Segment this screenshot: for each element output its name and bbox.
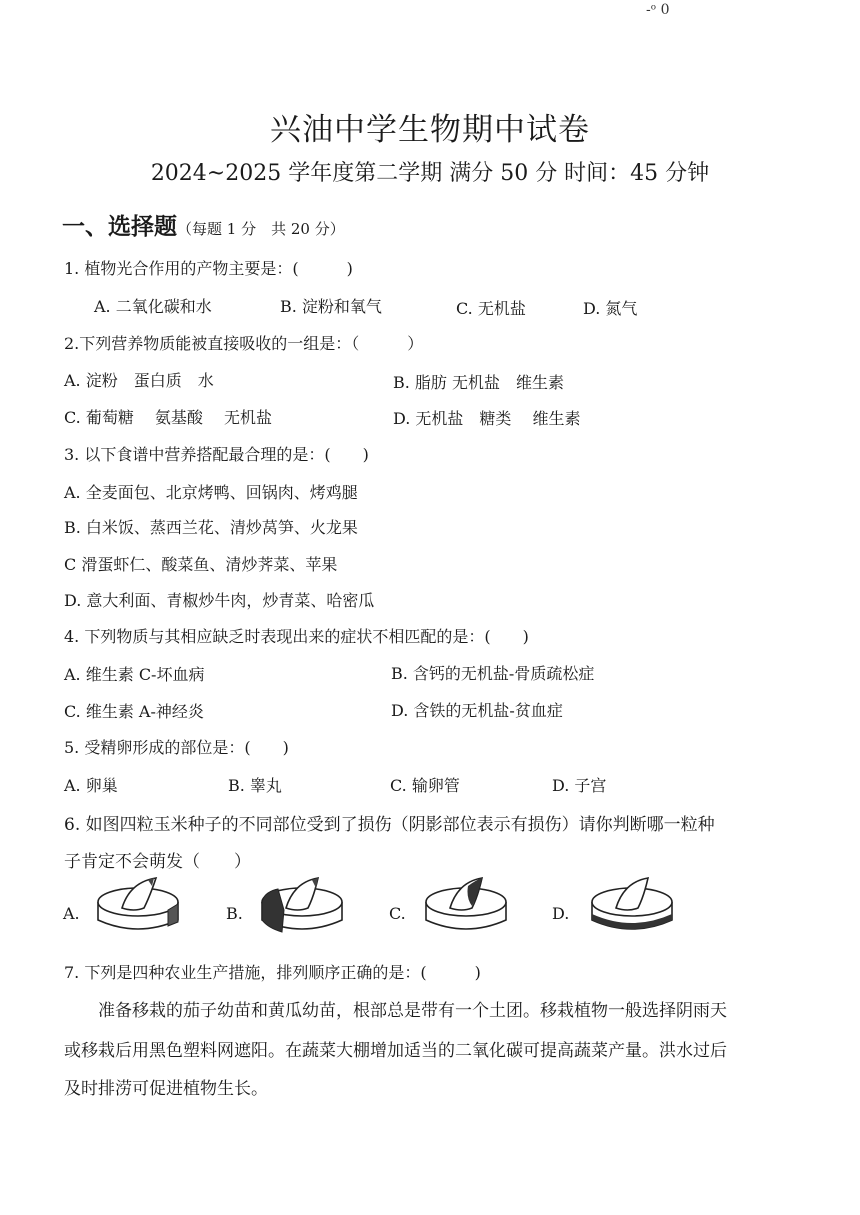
q3-option-a: A. 全麦面包、北京烤鸭、回锅肉、烤鸡腿 [64, 483, 358, 502]
section-heading [62, 208, 345, 241]
q5-option-b: B. 睾丸 [228, 776, 282, 795]
question-1-stem: 1. 植物光合作用的产物主要是：( ) [64, 259, 353, 278]
seed-b-figure [256, 876, 348, 942]
q6-option-b-label: B. [226, 904, 243, 923]
q6-option-a-label: A. [63, 904, 80, 923]
question-4-stem: 4. 下列物质与其相应缺乏时表现出来的症状不相匹配的是：( ) [64, 627, 529, 646]
question-3-stem: 3. 以下食谱中营养搭配最合理的是：( ) [64, 445, 369, 464]
seed-c-figure [420, 876, 512, 942]
q3-option-b: B. 白米饭、蒸西兰花、清炒莴笋、火龙果 [64, 518, 358, 537]
q2-option-a: A. 淀粉 蛋白质 水 [64, 371, 214, 390]
corner-mark: -ᵒ 0 [646, 2, 670, 18]
q2-option-c: C. 葡萄糖 氨基酸 无机盐 [64, 408, 273, 427]
section-note: （每题 1 分 共 20 分） [177, 220, 345, 238]
seed-d-figure [586, 876, 678, 942]
q3-option-c: C 滑蛋虾仁、酸菜鱼、清炒荠菜、苹果 [64, 555, 338, 574]
q1-option-d: D. 氮气 [583, 299, 638, 318]
q1-option-c: C. 无机盐 [456, 299, 526, 318]
q3-option-d: D. 意大利面、青椒炒牛肉，炒青菜、哈密瓜 [64, 591, 375, 610]
question-6-stem-line1: 6. 如图四粒玉米种子的不同部位受到了损伤（阴影部位表示有损伤）请你判断哪一粒种 [64, 815, 715, 835]
page-title: 兴油中学生物期中试卷 [270, 112, 590, 148]
q7-passage-line3: 及时排涝可促进植物生长。 [64, 1079, 268, 1099]
q1-option-b: B. 淀粉和氧气 [280, 297, 382, 316]
q1-option-a: A. 二氧化碳和水 [94, 297, 212, 316]
question-7-stem: 7. 下列是四种农业生产措施，排列顺序正确的是：( ) [64, 963, 481, 982]
q6-option-c-label: C. [389, 904, 406, 923]
section-title: 一、选择题 [62, 213, 177, 240]
q5-option-c: C. 输卵管 [390, 776, 460, 795]
q5-option-d: D. 子宫 [552, 776, 607, 795]
question-2-stem: 2.下列营养物质能被直接吸收的一组是：（ ） [64, 334, 424, 353]
question-6-stem-line2: 子肯定不会萌发（ ） [64, 852, 251, 872]
page-subtitle: 2024~2025 学年度第二学期 满分 50 分 时间：45 分钟 [150, 161, 710, 186]
question-5-stem: 5. 受精卵形成的部位是：( ) [64, 738, 289, 757]
q4-option-c: C. 维生素 A-神经炎 [64, 702, 204, 721]
q4-option-d: D. 含铁的无机盐-贫血症 [391, 701, 563, 720]
q7-passage-line2: 或移栽后用黑色塑料网遮阳。在蔬菜大棚增加适当的二氧化碳可提高蔬菜产量。洪水过后 [64, 1041, 727, 1061]
q4-option-a: A. 维生素 C-坏血病 [64, 665, 205, 684]
q2-option-b: B. 脂肪 无机盐 维生素 [393, 373, 565, 392]
q7-passage-line1: 准备移栽的茄子幼苗和黄瓜幼苗，根部总是带有一个土团。移栽植物一般选择阴雨天 [98, 1001, 727, 1021]
q4-option-b: B. 含钙的无机盐-骨质疏松症 [391, 664, 595, 683]
q6-option-d-label: D. [552, 904, 570, 923]
q2-option-d: D. 无机盐 糖类 维生素 [393, 409, 581, 428]
seed-a-figure [92, 876, 184, 942]
q5-option-a: A. 卵巢 [64, 776, 118, 795]
